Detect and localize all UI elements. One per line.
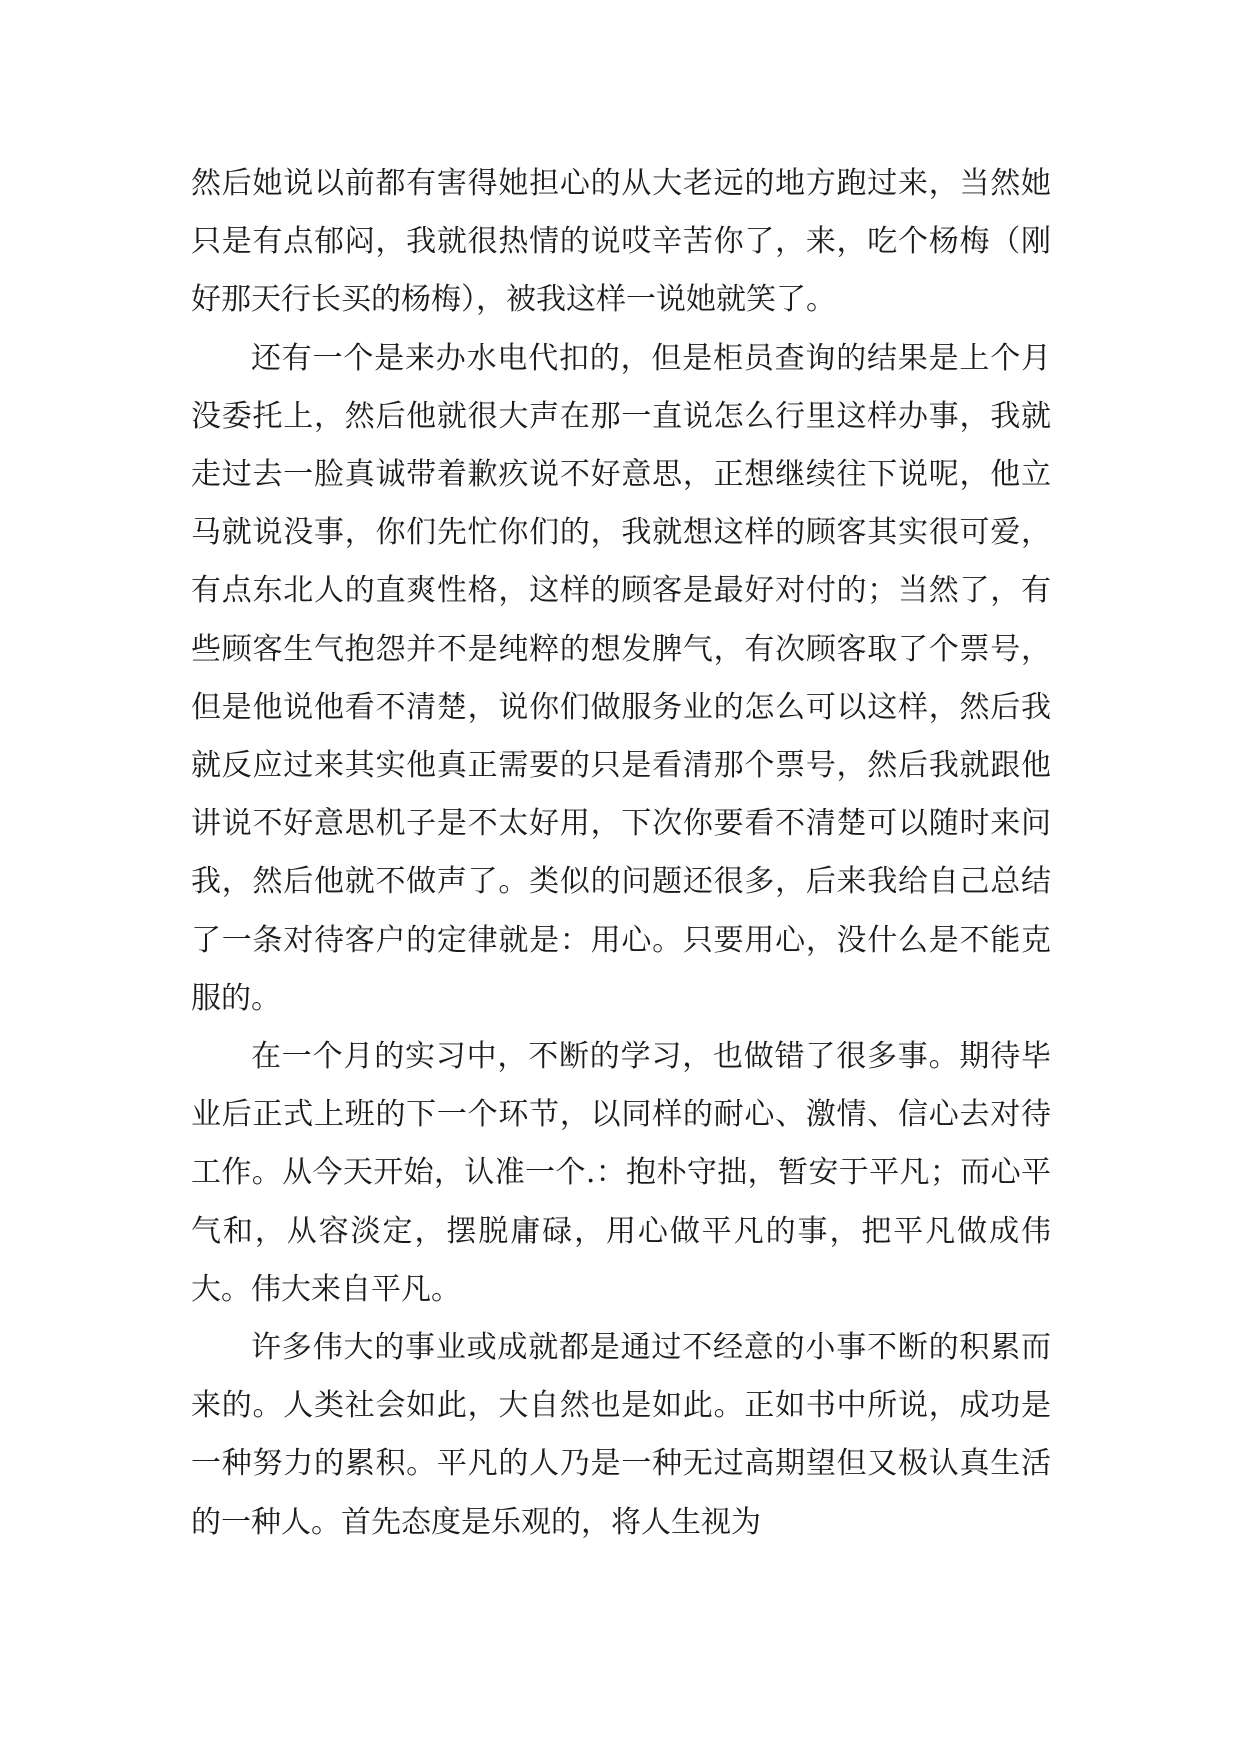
paragraph-2: 还有一个是来办水电代扣的，但是柜员查询的结果是上个月没委托上，然后他就很大声在那一直说怎么行里这样办事，我就走过去一脸真诚带着歉疚说不好意思，正想继续往下说呢，他立马就说没事，你们先忙你们的，我就想这样的顾客其实很可爱，有点东北人的直爽性格，这样的顾客是最好对付的；当然了，有些顾客生气抱怨并不是纯粹的想发脾气，有次顾客取了个票号，但是他说他看不清楚，说你们做服务业的怎么可以这样，然后我就反应过来其实他真正需要的只是看清那个票号，然后我就跟他讲说不好意思机子是不太好用，下次你要看不清楚可以随时来问我，然后他就不做声了。类似的问题还很多，后来我给自己总结了一条对待客户的定律就是：用心。只要用心，没什么是不能克服的。 [191,340,1051,1016]
paragraph-3: 在一个月的实习中，不断的学习，也做错了很多事。期待毕业后正式上班的下一个环节，以同样的耐心、激情、信心去对待工作。从今天开始，认准一个.：抱朴守拙，暂安于平凡；而心平气和，从容淡定，摆脱庸碌，用心做平凡的事，把平凡做成伟大。伟大来自平凡。 [191,1039,1051,1307]
paragraph-1: 然后她说以前都有害得她担心的从大老远的地方跑过来，当然她只是有点郁闷，我就很热情的说哎辛苦你了，来，吃个杨梅（刚好那天行长买的杨梅），被我这样一说她就笑了。 [191,166,1051,318]
body-text [191,155,1051,1552]
paragraph-4: 许多伟大的事业或成就都是通过不经意的小事不断的积累而来的。人类社会如此，大自然也是如此。正如书中所说，成功是一种努力的累积。平凡的人乃是一种无过高期望但又极认真生活的一种人。首先态度是乐观的，将人生视为 [191,1330,1051,1540]
